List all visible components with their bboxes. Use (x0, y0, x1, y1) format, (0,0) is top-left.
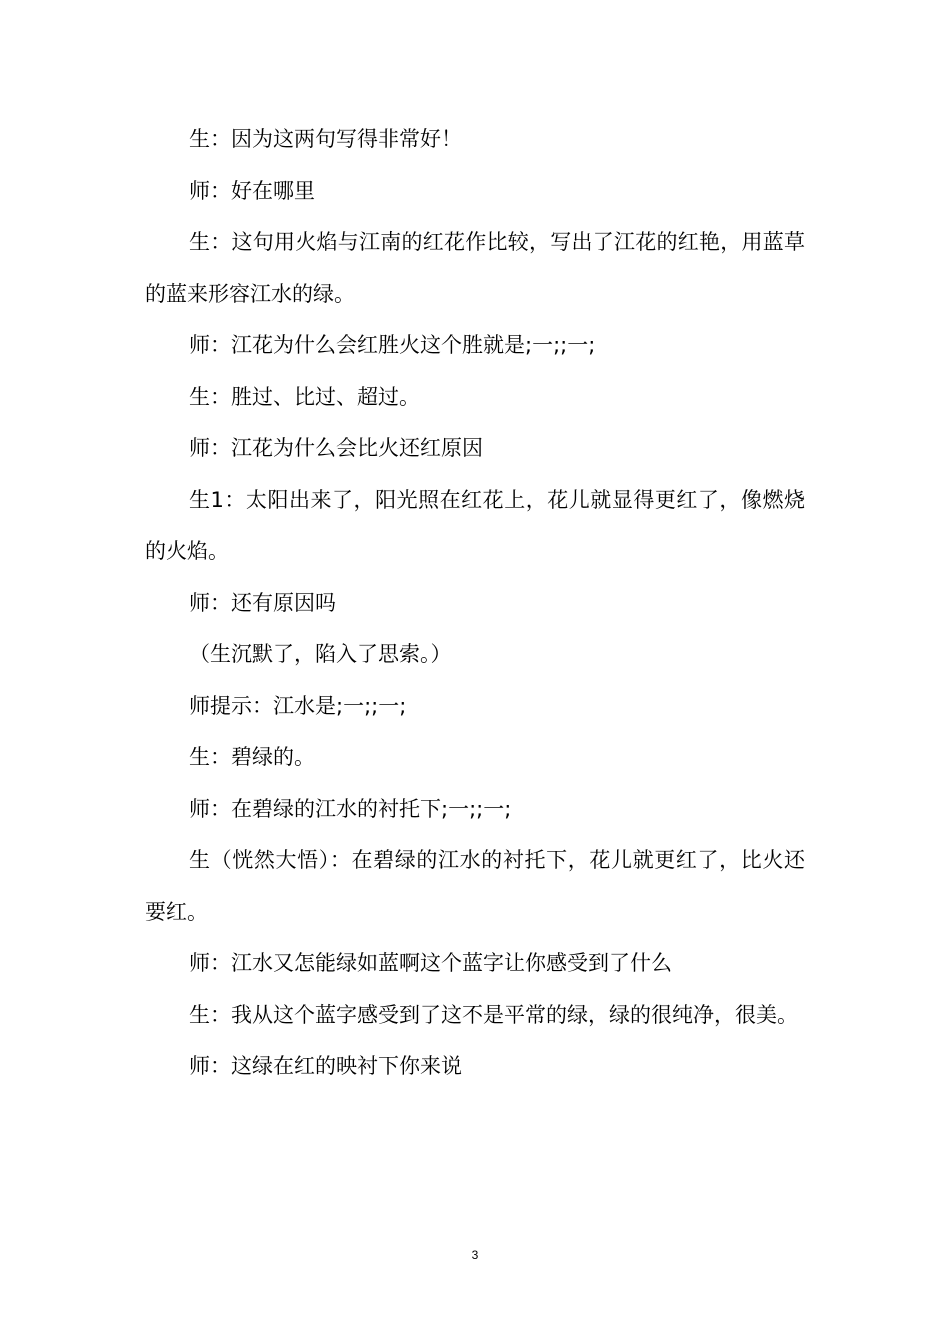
paragraph: 生：胜过、比过、超过。 (189, 384, 420, 409)
paragraph: 师：江花为什么会比火还红原因 (189, 436, 483, 460)
page-number: 3 (471, 1248, 479, 1262)
paragraph: 师：在碧绿的江水的衬托下;一;;一; (189, 796, 512, 821)
paragraph: 生：我从这个蓝字感受到了这不是平常的绿，绿的很纯净，很美。 (189, 1002, 798, 1027)
paragraph: 师：还有原因吗 (189, 590, 336, 615)
paragraph: 师：江水又怎能绿如蓝啊这个蓝字让你感受到了什么 (189, 951, 672, 975)
paragraph: 师：好在哪里 (189, 178, 315, 203)
paragraph: 生：因为这两句写得非常好！ (189, 127, 462, 151)
paragraph: 生1：太阳出来了，阳光照在红花上，花儿就显得更红了，像燃烧的火焰。 (145, 487, 805, 563)
paragraph: 生：碧绿的。 (189, 745, 315, 769)
paragraph: 生（恍然大悟）：在碧绿的江水的衬托下，花儿就更红了，比火还要红。 (145, 848, 805, 924)
paragraph: 师：这绿在红的映衬下你来说 (189, 1054, 462, 1078)
document-body (145, 114, 805, 1093)
paragraph: 生：这句用火焰与江南的红花作比较，写出了江花的红艳，用蓝草的蓝来形容江水的绿。 (145, 230, 805, 306)
paragraph: 师：江花为什么会红胜火这个胜就是;一;;一; (189, 333, 596, 357)
paragraph: 师提示：江水是;一;;一; (189, 693, 407, 718)
paragraph: （生沉默了，陷入了思索。） (189, 642, 452, 666)
